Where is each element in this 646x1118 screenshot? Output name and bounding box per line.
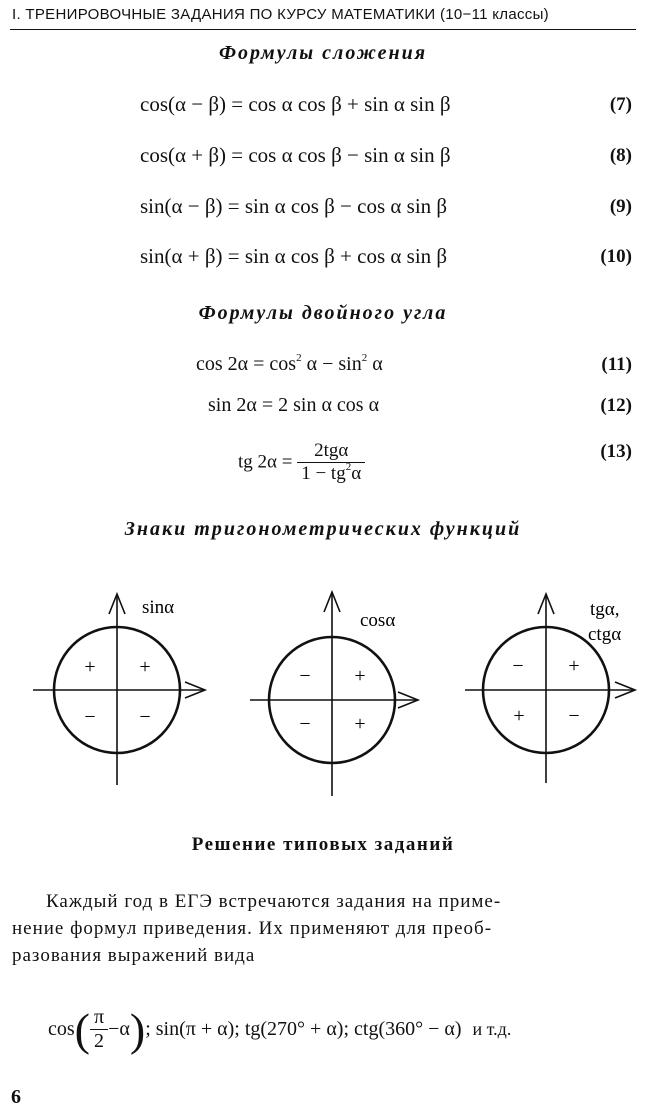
formula-11-lhs: cos 2α: [196, 353, 249, 375]
formula-13-denominator: [297, 463, 365, 485]
formula-10: sin(α + β) = sin α cos β + cos α sin β: [140, 244, 448, 268]
formula-12: sin 2α = 2 sin α cos α: [208, 394, 380, 416]
ctg-label: ctgα: [588, 624, 622, 645]
formula-13-den-a: 1 − tg: [301, 463, 346, 484]
sin-label: sinα: [142, 597, 175, 618]
page-number: 6: [11, 1086, 21, 1108]
paragraph-line-3: разования выражений вида: [12, 945, 256, 966]
formula-13-fraction: [297, 440, 365, 485]
section-title-addition: Формулы сложения: [218, 42, 427, 64]
running-header: I. ТРЕНИРОВОЧНЫЕ ЗАДАНИЯ ПО КУРСУ МАТЕМАТИКИ (10−11 классы): [12, 6, 549, 23]
tg-ctg-diagram: [465, 594, 635, 783]
header-rule: [10, 29, 636, 30]
cos-diagram: [250, 592, 418, 796]
formula-13-numerator: 2tgα: [297, 440, 365, 463]
example-frac-den: 2: [94, 1030, 105, 1052]
tg-q3-sign: +: [513, 705, 525, 727]
example-rest: ; sin(π + α); tg(270° + α); ctg(360° − α): [145, 1018, 462, 1040]
sin-q3-sign: −: [84, 706, 96, 728]
section-title-double-angle: Формулы двойного угла: [198, 302, 448, 324]
paragraph-line-2: нение формул приведения. Их применяют для преоб-: [12, 918, 493, 939]
cos-q4-sign: +: [354, 713, 366, 735]
formula-number-13: (13): [600, 441, 632, 462]
formula-number-9: (9): [609, 196, 632, 217]
formula-number-7: (7): [609, 94, 632, 115]
cos-q2-sign: −: [299, 665, 311, 687]
formula-13: [238, 440, 365, 485]
sin-diagram: [33, 594, 205, 785]
formula-8: cos(α + β) = cos α cos β − sin α sin β: [140, 143, 451, 167]
example-cos: cos: [48, 1018, 75, 1040]
example-after-frac: −α: [108, 1018, 130, 1040]
formula-11-mid: α − sin: [306, 353, 362, 375]
formula-11-end: α: [372, 353, 383, 375]
formula-number-11: (11): [601, 354, 632, 375]
example-frac-num: π: [90, 1006, 108, 1030]
formula-13-lhs: tg 2α =: [238, 451, 293, 473]
tg-q1-sign: +: [568, 655, 580, 677]
tg-q2-sign: −: [512, 655, 524, 677]
cos-q3-sign: −: [299, 713, 311, 735]
trig-sign-diagrams: [0, 570, 646, 810]
formula-7: cos(α − β) = cos α cos β + sin α sin β: [140, 92, 451, 116]
section-title-signs: Знаки тригонометрических функций: [124, 518, 522, 540]
sin-q2-sign: +: [84, 656, 96, 678]
formula-number-12: (12): [600, 395, 632, 416]
sin-q4-sign: −: [139, 706, 151, 728]
paragraph-line-1: Каждый год в ЕГЭ встречаются задания на приме-: [46, 891, 502, 912]
cos-label: cosα: [360, 610, 396, 631]
formula-number-8: (8): [609, 145, 632, 166]
example-tail: и т.д.: [472, 1019, 512, 1039]
cos-q1-sign: +: [354, 665, 366, 687]
examples-line: cos( $\frac{\pi}{2}$ −α); sin(π + α); tg(270° + α); ctg(360° − α) и т.д.: [48, 1004, 512, 1055]
formula-13-den-exp: 2: [345, 461, 352, 473]
formula-11-cos: cos: [269, 353, 297, 375]
sin-q1-sign: +: [139, 656, 151, 678]
tg-label: tgα,: [590, 599, 620, 620]
formula-11-exp1: 2: [296, 352, 302, 364]
formula-11-exp2: 2: [361, 352, 368, 364]
example-frac: [90, 1006, 108, 1053]
formula-9: sin(α − β) = sin α cos β − cos α sin β: [140, 194, 448, 218]
formula-number-10: (10): [600, 246, 632, 267]
tg-q4-sign: −: [568, 705, 580, 727]
formula-13-den-b: α: [351, 463, 362, 484]
section-title-solutions: Решение типовых заданий: [191, 834, 455, 855]
formula-11: $\cos 2\alpha = \cos^2 \alpha - \sin^2 \alpha$: [196, 352, 383, 375]
